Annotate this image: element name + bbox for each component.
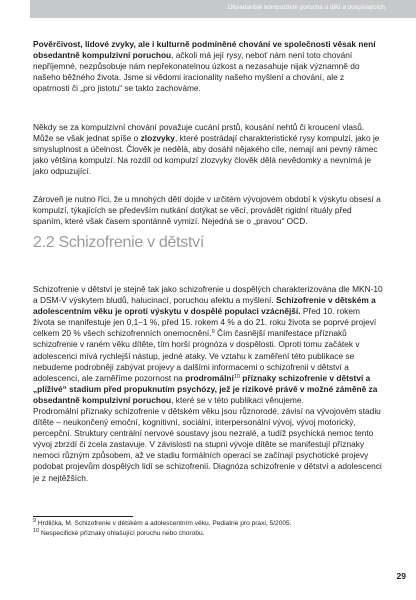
- footnote-10: [33, 529, 383, 538]
- footnote-divider: [33, 516, 133, 517]
- paragraph-habits: [33, 122, 383, 177]
- footnote-text: Hrdlička, M. Schizofrenie v dětském a adolescentním věku. Pediatrie pro praxi, 5/2005.: [37, 520, 292, 527]
- bold-term-prodromal: prodromální: [185, 372, 234, 383]
- paragraph-developmental-rituals: [33, 194, 383, 227]
- paragraph-superstition: [33, 39, 383, 94]
- paragraph-text: Někdy se za kompulzivní chování považuje cucání prstů, kousání nehtů či kroucení vlasů. Může se však jednat spíše o: [33, 122, 365, 144]
- paragraph-text: Schizofrenie v dětství je stejně tak jako schizofrenie u dospělých charakterizována dle MKN-10 a DSM-V výskytem bludů, halucinací, poruchou afektu a myšlení.: [33, 284, 383, 306]
- paragraph-text-end: nejtěžších.: [48, 472, 89, 483]
- footnote-9: [33, 519, 383, 528]
- paragraph-text: Prodromální příznaky schizofrenie v dětském věku jsou různorodé, závisí na vývojovém stadiu dítěte – neukončený emoční, kognitivní, sociální, interpersonální vývoj, vývoj motorický, percepční. Struktury centrální nervové soustavy jsou nezralé, a tudíž psychická nemoc tento vývoj zbrzdí či zcela zastavuje. V závislosti na stupni vývoje dítěte se manifestují příznaky nemoci různým způsobem, až ve stadiu formálních operací se začínají psychotické projevy podobat projevům dospělých lidí se schizofrenií. Diagnóza schizofrenie v dětství a adolescenci je z: [33, 406, 382, 483]
- footnote-mark: 10: [33, 528, 40, 534]
- paragraph-text: , které postrádají charakteristické rysy kompulzí, jako je smysluplnost a účelnost. Člověk je nedělá, aby dosáhl nějakého cíle, nemají ani pevný rámec jako většina kompulzí. Na rozdíl od kompulzí zlozvyky člověk dělá nevědomky a nevnímá je jako odpuzující.: [33, 133, 380, 177]
- paragraph-text: , ačkoli má její rysy, neboť nám není toto chování nepříjemné, nezpůsobuje nám nepřekonatelnou úzkost a nezasahuje nijak významně do našeho běžného života. Jsme si vědomi iracionality našeho myšlení a chování, ale z opatrnosti či „pro jistotu“ se takto zachováme.: [33, 50, 360, 94]
- running-header-bar: [30, 0, 416, 18]
- section-heading: 2.2 Schizofrenie v dětství: [33, 234, 204, 251]
- paragraph-text: Čím časnější manifestace příznaků schizofrenie v raném věku dítěte, tím horší prognóza v dospělosti. Oproti tomu začátek v adolescenci mívá rychlejší nástup, jedné ataky. Ve vztahu k zaměření této publikace se nebudeme podrobněji zabývat projevy a dalšími informacemi o schizofrenii v dětství a adolescenci, ale zaměříme pozornost na: [33, 328, 360, 383]
- footnote-ref-10[interactable]: 10: [233, 373, 240, 380]
- paragraph-text: Před 10. rokem života se manifestuje jen 0,1–1 %, před 15. rokem 4 % a do 21. roku života se poprvé projeví celkem 20 % všech schizofrenních onemocnění.: [33, 306, 377, 339]
- bold-statement: příznaky schizofrenie v dětství a „plíživé“ stadium před propuknutím psychózy, jež je rizikové právě v možné záměně za obsedantně kompulzivní poruchou: [33, 372, 378, 405]
- footnote-text: Nespecifické příznaky ohlašující poruchu nebo chorobu.: [40, 530, 205, 537]
- footnote-ref-9[interactable]: 9: [211, 329, 215, 336]
- bold-statement: Schizofrenie v dětském a adolescentním věku je oproti výskytu v dospělé populaci vzácnější.: [33, 295, 376, 317]
- page-number: 29: [396, 571, 406, 581]
- bold-statement: Pověrčivost, lidové zvyky, ale i kulturně podmíněné chování ve společnosti věsak není obsedantně kompulzivní poruchou: [33, 39, 376, 61]
- footnote-mark: 9: [33, 518, 37, 524]
- paragraph-text: Zároveň je nutno říci, že u mnohých dětí dojde v určitém vývojovém období k výskytu obsesí a kompulzí, týkajících se především nutkání dotýkat se věcí, provádět rigidní rituály před spaním, které však časem spontánně vymizí. Nejedná se o „pravou“ OCD.: [33, 194, 381, 227]
- bold-term-zlozvyky: zlozvyky: [140, 133, 175, 144]
- paragraph-schizophrenia-overview: [33, 284, 383, 406]
- paragraph-prodromal-symptoms: [33, 406, 383, 484]
- running-header-title: Obsedantně kompulzivní porucha u dětí a dospívajících: [227, 4, 385, 11]
- paragraph-text: , které se v této publikaci věnujeme.: [171, 394, 304, 405]
